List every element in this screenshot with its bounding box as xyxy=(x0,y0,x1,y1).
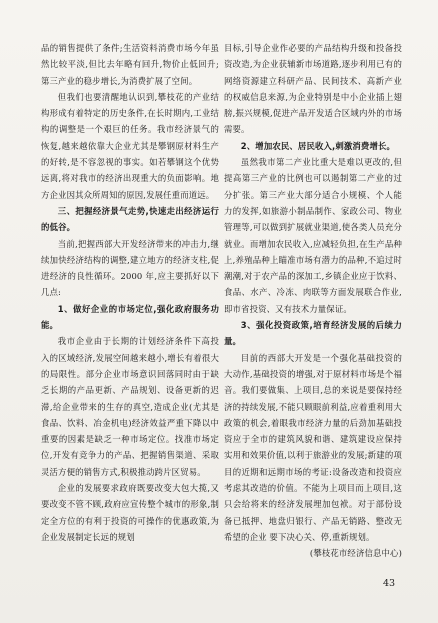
paragraph: 目标,引导企业作必要的产品结构升级和投备投资改造,为企业获辅新市场道路,逐步利用已有的网络资源建立科研产品、民间技术、高新产业的权威信息来源,为企业特别是中小企业插上翅膀,振兴规模,促进产品开发适合区域内外的市场需要。 xyxy=(224,43,402,135)
paragraph: 企业的发展要求政府既要改变大包大揽,又要改变不管不顾,政府应宣传整个城市的形象,制定全方位的有利于投资的可操作的优惠政策,为企业发展制定长远的规划 xyxy=(41,483,219,542)
subsection-heading: 3、强化投资政策,培育经济发展的后续力量。 xyxy=(224,320,402,347)
author-credit: (攀枝花市经济信息中心) xyxy=(309,548,402,559)
paragraph: 当前,把握西部大开发经济带来的冲击力,继续加快经济结构的调整,建立地方的经济支柱,促进经济的良性循环。2000 年,应主要抓好以下几点: xyxy=(41,238,219,298)
subsection-heading: 1、做好企业的市场定位,强化政府服务功能。 xyxy=(41,303,219,331)
subsection-heading: 2、增加农民、居民收入,刺激消费增长。 xyxy=(240,140,396,151)
left-column xyxy=(41,40,219,545)
section-heading: 三、把握经济景气走势,快速走出经济运行的低谷。 xyxy=(41,205,219,233)
page-number: 43 xyxy=(383,578,396,589)
paragraph: 虽然我市第二产业比重大是难以更改的,但提高第三产业的比例也可以遏制第二产业的过分扩张。第三产业大部分适合小规模、个人能力的发挥,如旅游小制品制作、家政公司、物业管理等,可以做到扩展就业渠道,使各类人员充分就业。而增加农民收入,应减轻负担,在生产品种上,养殖品种上瞄准市场有潜力的品种,不追过时潮潮,对于农产品的深加工,乡镇企业应于饮料、食品、水产、冷冻、肉联等方面发展联合作业,即市省投资、又有技术力量保证。 xyxy=(224,157,402,314)
paragraph: 品的销售提供了条件;生活资料消费市场今年虽然比较平淡,但比去年略有回升,物价止低回升;第三产业的稳步增长,为消费扩展了空间。 xyxy=(41,43,219,86)
paragraph: 目前的西部大开发是一个强化基础投资的大动作,基础投资的增强,对于原材料市场是个福音。我们要做集、上项目,总的来说是要保持经济的持续发展,不能只顾眼前利益,应着重利用大政策的机会,着眼我市经济力量的后劲加基础投资应于全市的建筑风貌和谐、建筑建设应保持实用和效果价值,以利于旅游业的发展;新建的项目的近期和远期市场的考证:设备改造和投资应考虑其改造的价值。不能为上项目而上项目,这只会给将来的经济发展埋加包袱。对于部份设备已抵押、地盘归银行、产品无销路、整改无希望的企业 要下决心关、停,重新规划。 xyxy=(224,352,402,542)
paragraph: 我市企业由于长期的计划经济条件下高投入的区域经济,发展空间越来越小,增长有着很大的局限性。部分企业市场意识回落同时由于缺乏长期的产品更新、产品规划、设备更新的迟滞,给企业带来的生存的真空,造成企业(尤其是食品、饮料、冶金机电)经济效益严重下降以中重要的因素是缺乏一种市场定位。找准市场定位,开发有竞争力的产品、把握销售渠道、采取灵活方便的销售方式,积极推动跨片区贸易。 xyxy=(41,336,219,477)
paragraph: 但我们也要清醒地认识到,攀枝花的产业结构形成有着特定的历史条件,在长时期内,工业结构的调整是一个艰巨的任务。我市经济景气的恢复,越来越依靠大企业尤其是攀钢原材料生产的好转,是不容忽视的事实。如若攀钢这个优势远离,将对我市的经济出现重大的负面影响。地方企业因其众所周知的原因,发展任重而道远。 xyxy=(41,91,219,200)
right-column xyxy=(224,40,402,562)
